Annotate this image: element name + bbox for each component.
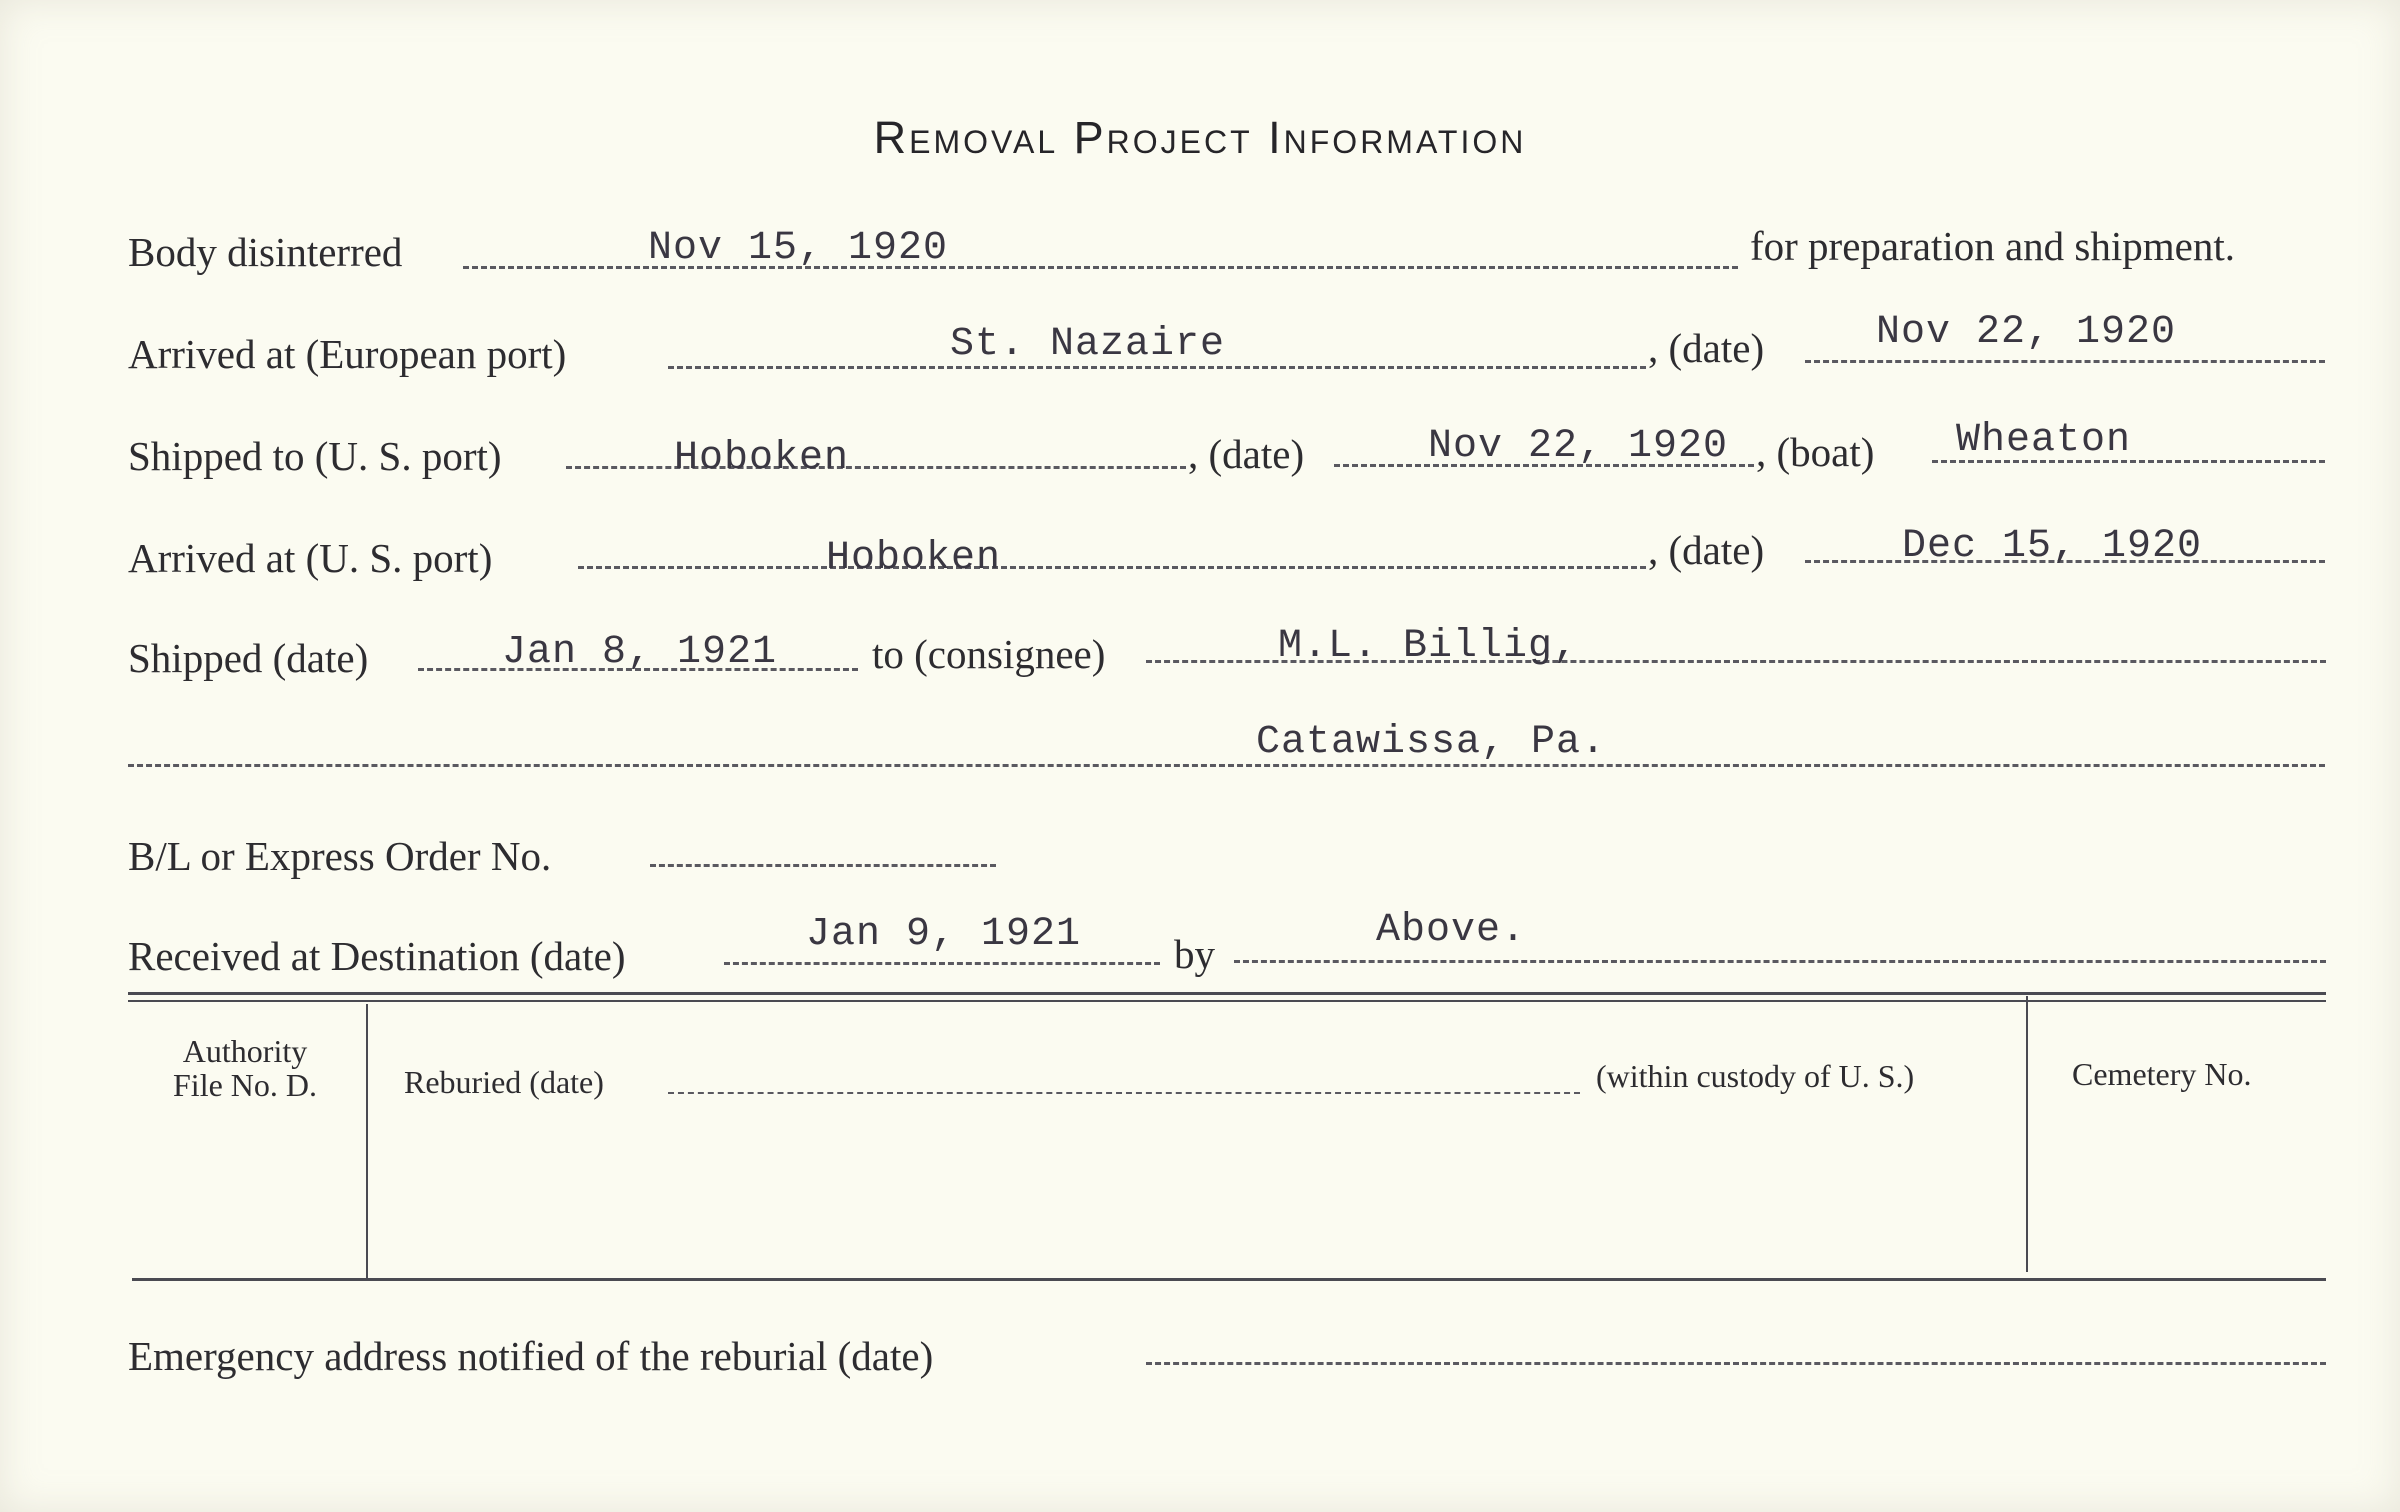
consignee-value: M.L. Billig, [1278, 624, 1579, 669]
disinterred-label: Body disinterred [128, 229, 403, 275]
arrived-eu-date-line [1805, 360, 2325, 363]
arrived-eu-port-value: St. Nazaire [950, 322, 1226, 367]
reburied-line [668, 1092, 1580, 1094]
consignee-label: to (consignee) [872, 631, 1106, 677]
authority-line-1: Authority [182, 1033, 308, 1069]
emergency-label: Emergency address notified of the reburial (date) [128, 1333, 934, 1379]
shipped-us-boat-value: Wheaton [1956, 418, 2132, 463]
form-title: Removal Project Information [873, 112, 1527, 163]
consignee-address-value: Catawissa, Pa. [1256, 720, 1607, 765]
bl-line [650, 864, 996, 867]
address-line [128, 764, 2325, 767]
grid-divider-right [2026, 996, 2028, 1272]
received-by-value: Above. [1376, 908, 1527, 953]
emergency-line [1146, 1362, 2326, 1365]
shipped-date-value: Jan 8, 1921 [502, 630, 778, 675]
arrived-eu-date-label: , (date) [1648, 325, 1765, 371]
reburied-label: Reburied (date) [404, 1064, 604, 1100]
arrived-us-label: Arrived at (U. S. port) [128, 535, 493, 581]
received-date-line [724, 962, 1160, 965]
grid-divider-left [366, 1004, 368, 1280]
arrived-eu-date-value: Nov 22, 1920 [1876, 310, 2177, 355]
disinterred-date-value: Nov 15, 1920 [648, 226, 949, 271]
shipped-label: Shipped (date) [128, 635, 369, 681]
received-by-line [1234, 960, 2326, 963]
arrived-us-line [578, 566, 1646, 569]
custody-label: (within custody of U. S.) [1596, 1058, 1915, 1094]
shipped-us-label: Shipped to (U. S. port) [128, 433, 502, 479]
bl-label: B/L or Express Order No. [128, 833, 552, 879]
section-rule-top [128, 992, 2326, 995]
shipped-us-boat-label: , (boat) [1756, 429, 1875, 475]
shipped-us-port-line [566, 466, 1186, 469]
section-rule-bottom [128, 1000, 2326, 1002]
received-label: Received at Destination (date) [128, 933, 626, 979]
arrived-us-date-value: Dec 15, 1920 [1902, 524, 2203, 569]
shipped-us-port-value: Hoboken [674, 436, 850, 481]
shipped-us-date-value: Nov 22, 1920 [1428, 424, 1729, 469]
cemetery-no-label: Cemetery No. [2072, 1056, 2252, 1092]
grid-bottom-rule [132, 1278, 2326, 1281]
authority-line-2: File No. D. [173, 1067, 317, 1103]
arrived-us-port-value: Hoboken [826, 536, 1002, 581]
disinterred-suffix: for preparation and shipment. [1750, 223, 2236, 269]
received-by-label: by [1174, 931, 1215, 977]
authority-label [130, 1034, 360, 1102]
shipped-us-date-label: , (date) [1188, 431, 1305, 477]
arrived-us-date-label: , (date) [1648, 527, 1765, 573]
received-date-value: Jan 9, 1921 [806, 912, 1082, 957]
arrived-eu-label: Arrived at (European port) [128, 331, 567, 377]
